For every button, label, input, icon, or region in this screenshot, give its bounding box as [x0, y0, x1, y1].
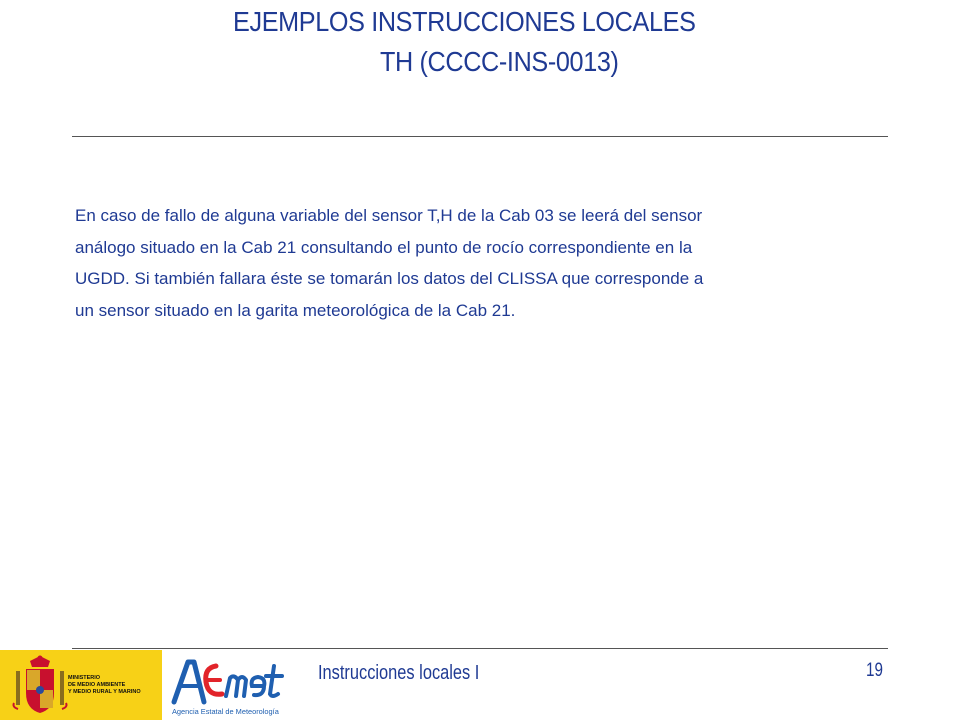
ministry-name [68, 675, 160, 696]
slide-title-line1: EJEMPLOS INSTRUCCIONES LOCALES [233, 6, 696, 37]
aemet-logo-mark-icon [168, 650, 298, 720]
body-line: En caso de fallo de alguna variable del sensor T,H de la Cab 03 se leerá del sensor [75, 206, 703, 225]
body-paragraph [75, 200, 875, 326]
page-number: 19 [866, 660, 883, 681]
ministry-logo [0, 650, 162, 720]
ministry-line: MINISTERIO [68, 675, 101, 681]
coat-of-arms-icon [8, 653, 72, 717]
aemet-logo [168, 650, 298, 720]
aemet-tagline: Agencia Estatal de Meteorología [172, 707, 279, 716]
body-line: un sensor situado en la garita meteorológica de la Cab 21. [75, 300, 516, 320]
slide-title-line2: TH (CCCC-INS-0013) [380, 46, 619, 77]
top-divider [72, 136, 888, 137]
ministry-line: Y MEDIO RURAL Y MARINO [68, 689, 141, 695]
ministry-line: DE MEDIO AMBIENTE [68, 682, 126, 688]
body-line: UGDD. Si también fallara éste se tomarán los datos del CLISSA que corresponde a [75, 269, 704, 288]
footer-title: Instrucciones locales I [318, 662, 480, 684]
body-line: análogo situado en la Cab 21 consultando el punto de rocío correspondiente en la [75, 237, 693, 257]
bottom-divider [72, 648, 888, 649]
